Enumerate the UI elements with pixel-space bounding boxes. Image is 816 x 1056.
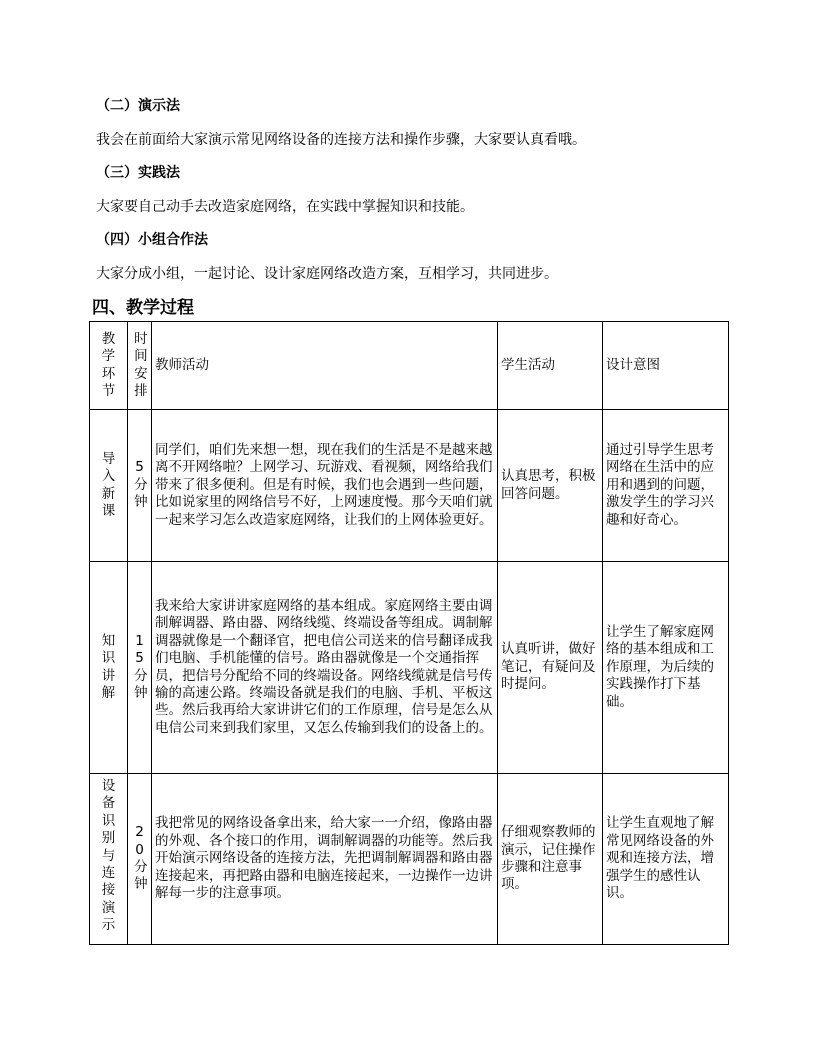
cell-teacher-activity: 我把常见的网络设备拿出来，给大家一一介绍，像路由器的外观、各个接口的作用，调制解调器的功能等。然后我开始演示网络设备的连接方法，先把调制解调器和路由器连接起来，再把路由器和电脑连接起来，一边操作一边讲解每一步的注意事项。	[152, 774, 498, 945]
cell-teacher-activity: 同学们，咱们先来想一想，现在我们的生活是不是越来越离不开网络啦？上网学习、玩游戏、看视频，网络给我们带来了很多便利。但是有时候，我们也会遇到一些问题，比如说家里的网络信号不好，上网速度慢。那今天咱们就一起来学习怎么改造家庭网络，让我们的上网体验更好。	[152, 410, 498, 562]
cell-student-activity: 认真思考，积极回答问题。	[498, 410, 603, 562]
header-student: 学生活动	[498, 322, 603, 410]
cell-student-activity: 仔细观察教师的演示，记住操作步骤和注意事项。	[498, 774, 603, 945]
cell-time: 5分钟	[128, 410, 152, 562]
method-heading-practice: （三）实践法	[96, 165, 180, 181]
teaching-process-table	[89, 321, 729, 945]
cell-design-intent: 让学生直观地了解常见网络设备的外观和连接方法，增强学生的感性认识。	[603, 774, 729, 945]
cell-step: 知识讲解	[90, 562, 128, 774]
method-heading-demo: （二）演示法	[96, 98, 180, 114]
section-title: 四、教学过程	[92, 298, 194, 318]
header-intent: 设计意图	[603, 322, 729, 410]
cell-time: 20分钟	[128, 774, 152, 945]
cell-design-intent: 通过引导学生思考网络在生活中的应用和遇到的问题，激发学生的学习兴趣和好奇心。	[603, 410, 729, 562]
method-text-practice: 大家要自己动手去改造家庭网络，在实践中掌握知识和技能。	[96, 199, 474, 215]
cell-design-intent: 让学生了解家庭网络的基本组成和工作原理，为后续的实践操作打下基础。	[603, 562, 729, 774]
header-time: 时间安排	[128, 322, 152, 410]
method-text-group: 大家分成小组，一起讨论、设计家庭网络改造方案，互相学习，共同进步。	[96, 266, 558, 282]
table-row	[90, 774, 729, 945]
table-row	[90, 410, 729, 562]
table-row	[90, 562, 729, 774]
header-step: 教学环节	[90, 322, 128, 410]
cell-student-activity: 认真听讲，做好笔记，有疑问及时提问。	[498, 562, 603, 774]
cell-teacher-activity: 我来给大家讲讲家庭网络的基本组成。家庭网络主要由调制解调器、路由器、网络线缆、终端设备等组成。调制解调器就像是一个翻译官，把电信公司送来的信号翻译成我们电脑、手机能懂的信号。路由器就像是一个交通指挥员，把信号分配给不同的终端设备。网络线缆就是信号传输的高速公路。终端设备就是我们的电脑、手机、平板这些。然后我再给大家讲讲它们的工作原理，信号是怎么从电信公司来到我们家里，又怎么传输到我们的设备上的。	[152, 562, 498, 774]
cell-time: 15分钟	[128, 562, 152, 774]
method-heading-group: （四）小组合作法	[96, 232, 208, 248]
cell-step: 导入新课	[90, 410, 128, 562]
method-text-demo: 我会在前面给大家演示常见网络设备的连接方法和操作步骤，大家要认真看哦。	[96, 132, 586, 148]
header-teacher: 教师活动	[152, 322, 498, 410]
cell-step: 设备识别与连接演示	[90, 774, 128, 945]
table-header-row	[90, 322, 729, 410]
